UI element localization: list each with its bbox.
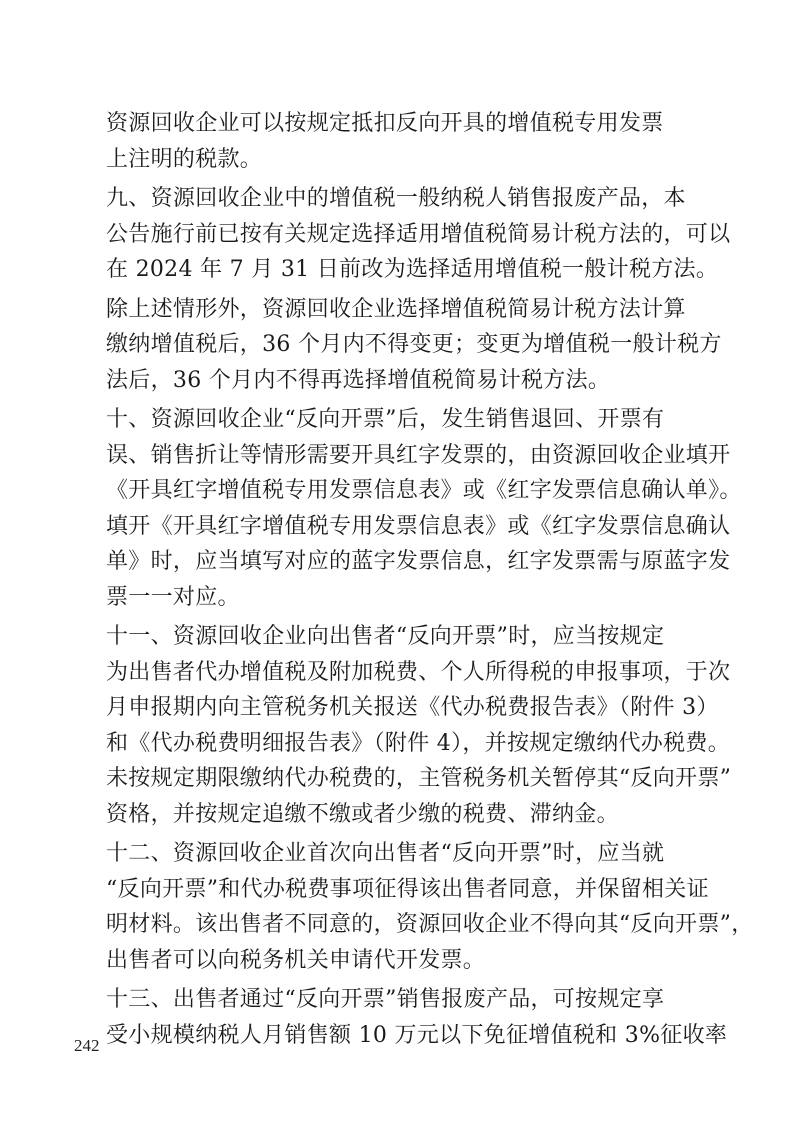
text-line: 票一一对应。 [106, 584, 240, 610]
text-line: 未按规定期限缴纳代办税费的，主管税务机关暂停其“反向开票” [106, 766, 732, 791]
text-line: 误、销售折让等情形需要开具红字发票的，由资源回收企业填开 [106, 442, 731, 468]
text-line: 十三、出售者通过“反向开票”销售报废产品，可按规定享 [106, 987, 665, 1012]
text-line: “反向开票”和代办税费事项征得该出售者同意，并保留相关证 [106, 876, 709, 902]
text-line: 缴纳增值税后，36 个月内不得变更；变更为增值税一般计税方 [106, 332, 722, 357]
text-line: 资格，并按规定追缴不缴或者少缴的税费、滞纳金。 [106, 801, 619, 827]
text-line: 法后，36 个月内不得再选择增值税简易计税方法。 [106, 367, 611, 393]
text-line: 填开《开具红字增值税专用发票信息表》或《红字发票信息确认 [106, 513, 731, 539]
text-line: 九、资源回收企业中的增值税一般纳税人销售报废产品，本 [106, 186, 686, 211]
text-line: 明材料。该出售者不同意的，资源回收企业不得向其“反向开票”， [106, 912, 754, 937]
text-line: 《开具红字增值税专用发票信息表》或《红字发票信息确认单》。 [106, 478, 742, 503]
text-line: 公告施行前已按有关规定选择适用增值税简易计税方法的，可以 [106, 221, 731, 247]
page-number: 242 [74, 1036, 100, 1055]
text-line: 十二、资源回收企业首次向出售者“反向开票”时，应当就 [106, 841, 665, 866]
text-line: 出售者可以向税务机关申请代开发票。 [106, 947, 486, 973]
text-line: 单》时，应当填写对应的蓝字发票信息，红字发票需与原蓝字发 [106, 549, 731, 574]
document-body [106, 106, 754, 1053]
text-line: 和《代办税费明细报告表》（附件 4），并按规定缴纳代办税费。 [106, 730, 730, 756]
text-line: 除上述情形外，资源回收企业选择增值税简易计税方法计算 [106, 296, 686, 322]
text-line: 上注明的税款。 [106, 146, 263, 172]
text-line: 受小规模纳税人月销售额 10 万元以下免征增值税和 3%征收率 [106, 1022, 728, 1048]
text-line: 为出售者代办增值税及附加税费、个人所得税的申报事项，于次 [106, 659, 731, 685]
text-line: 月申报期内向主管税务机关报送《代办税费报告表》（附件 3） [106, 695, 719, 720]
text-line: 在 2024 年 7 月 31 日前改为选择适用增值税一般计税方法。 [106, 257, 719, 282]
text-line: 资源回收企业可以按规定抵扣反向开具的增值税专用发票 [106, 111, 664, 136]
text-line: 十一、资源回收企业向出售者“反向开票”时，应当按规定 [106, 624, 665, 649]
text-line: 十、资源回收企业“反向开票”后，发生销售退回、开票有 [106, 407, 665, 432]
